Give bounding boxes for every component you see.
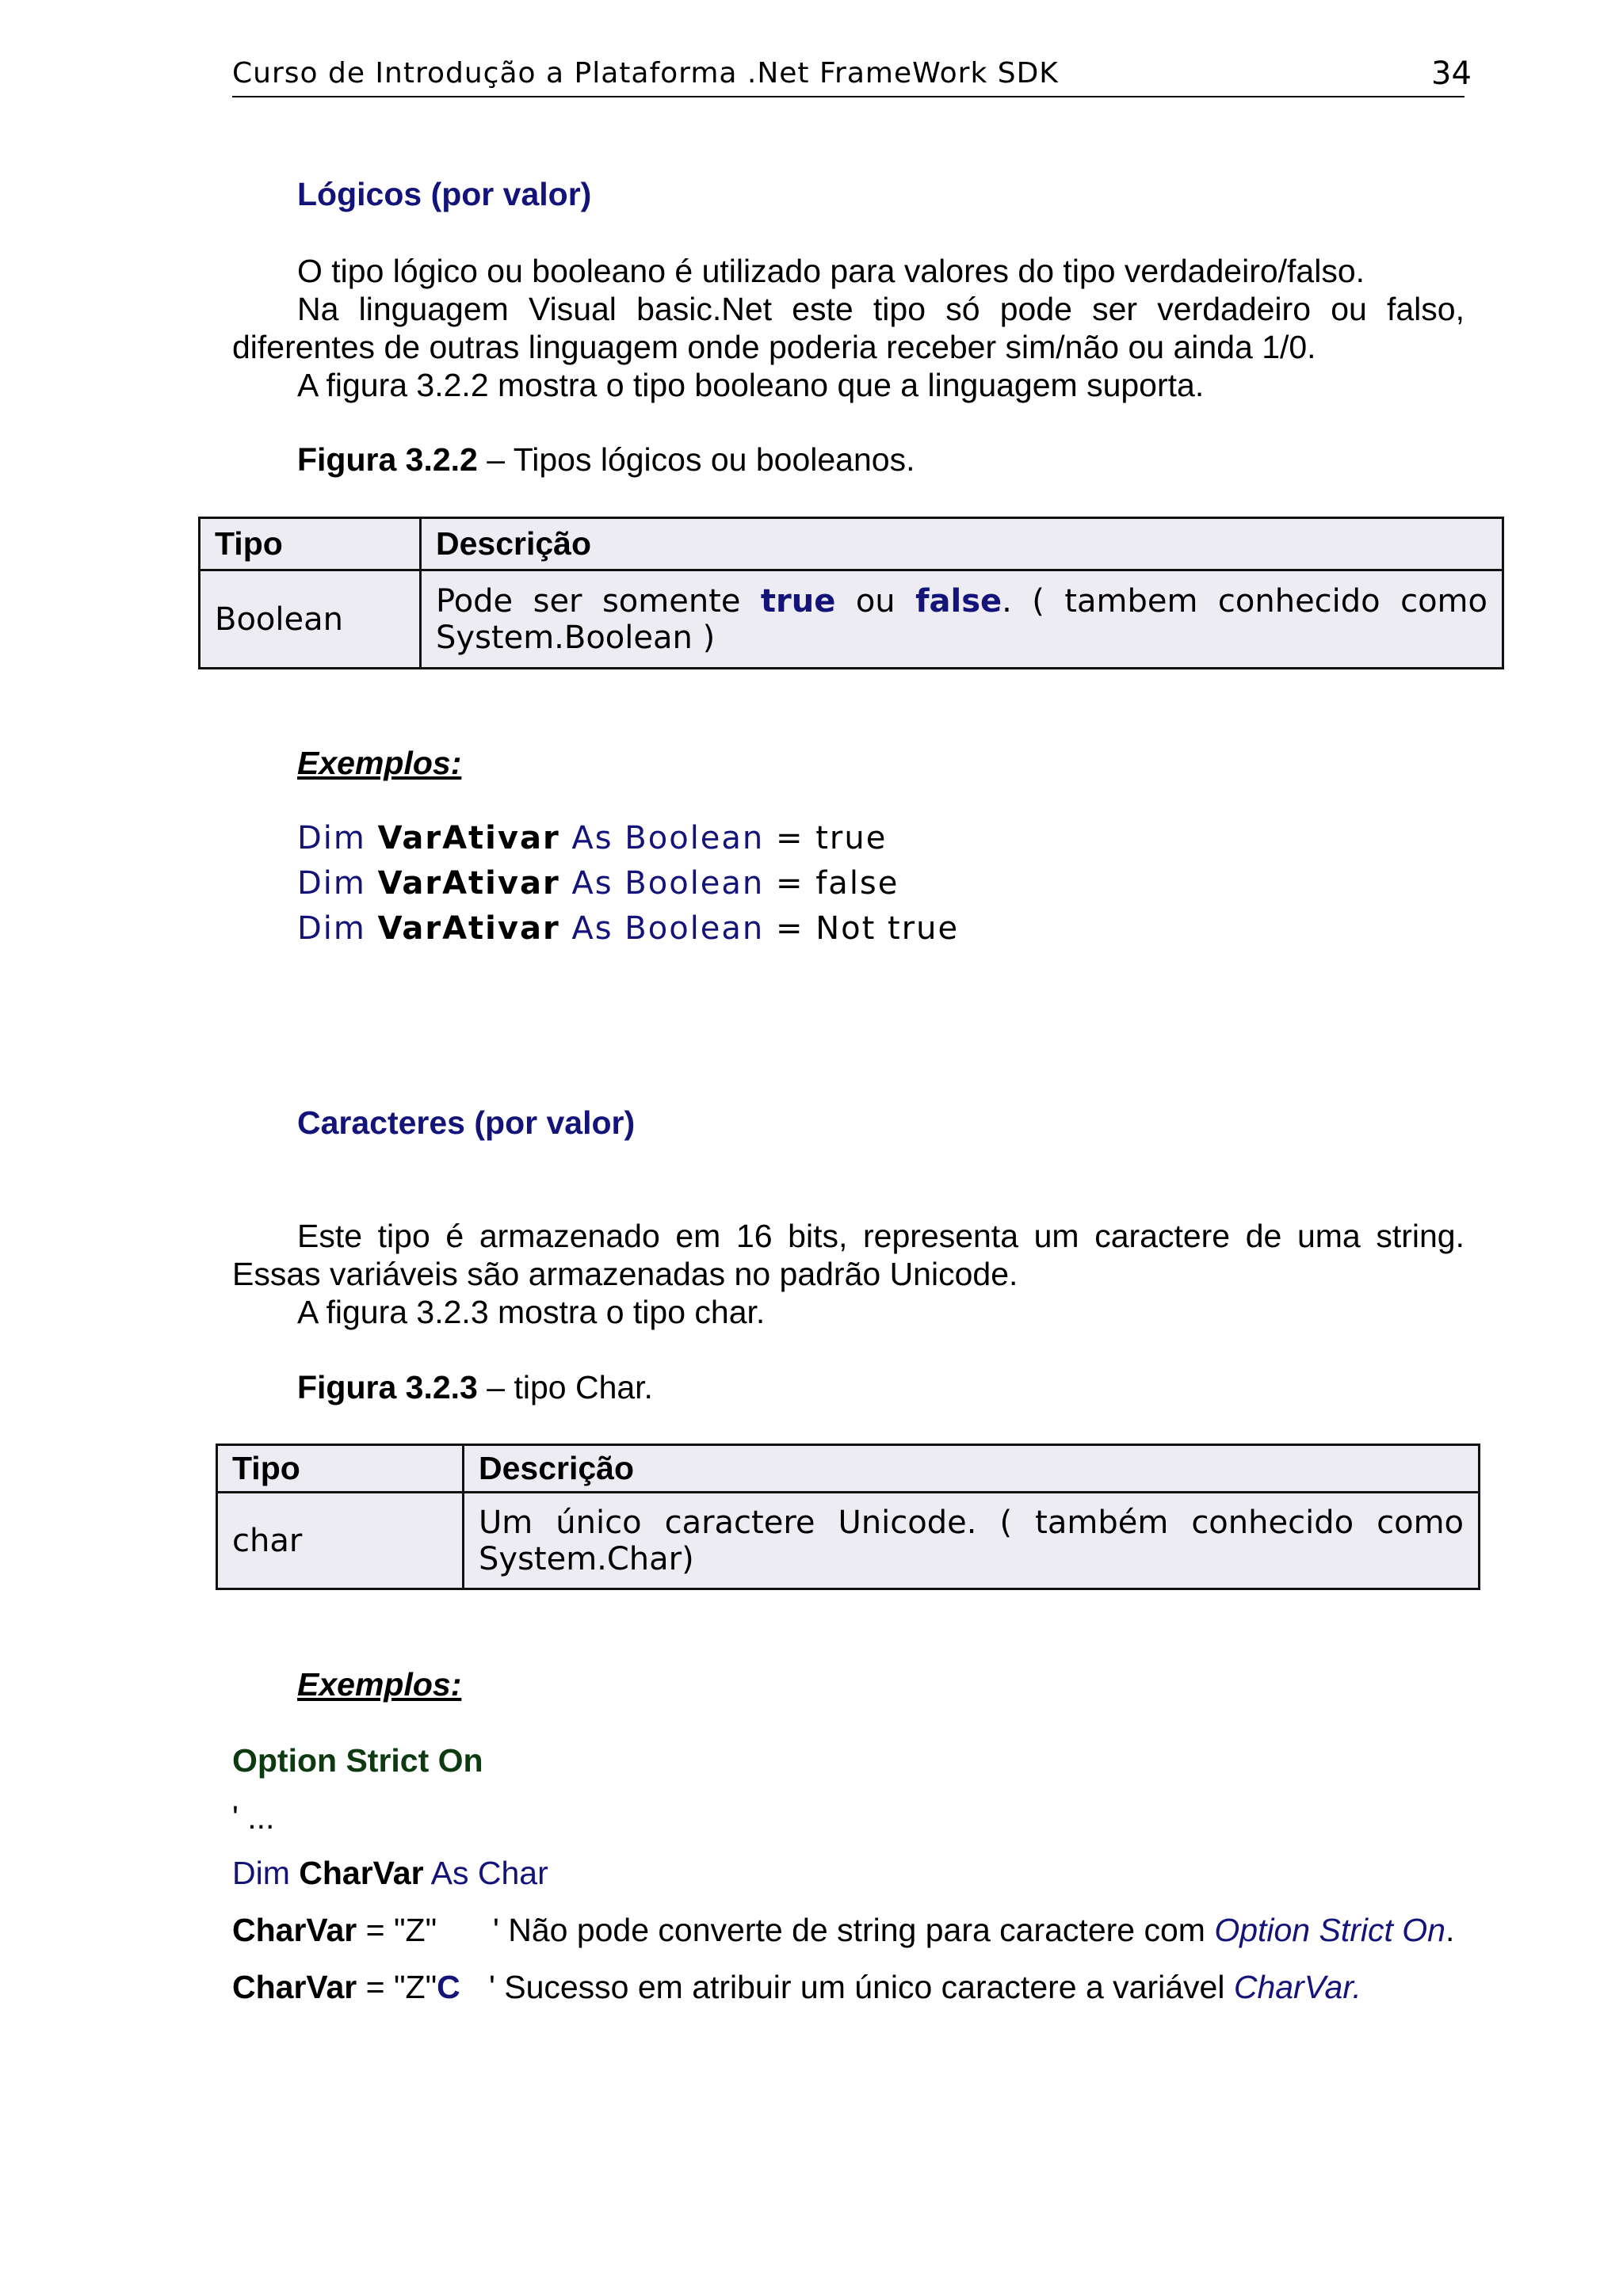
desc-text: ou: [835, 582, 916, 620]
code-variable: VarAtivar: [377, 865, 560, 902]
figure-caption-3-2-3: [297, 1368, 653, 1406]
assign-line-1: [232, 1911, 437, 1949]
code-comment-emphasis: CharVar.: [1233, 1969, 1361, 2005]
assign-line-2-comment: [489, 1968, 1361, 2006]
code-line-3: [297, 910, 959, 947]
code-value: = Not true: [764, 910, 960, 947]
figure-caption-number: Figura 3.2.3: [297, 1369, 478, 1405]
code-assignment: = "Z": [357, 1969, 437, 2005]
logicos-paragraph-3: A figura 3.2.2 mostra o tipo booleano que a linguagem suporta.: [297, 367, 1205, 403]
description-line-2: System.Boolean ): [436, 619, 716, 656]
table-cell-description: [464, 1493, 1480, 1589]
code-line-2: [297, 865, 899, 902]
table-cell-type: Boolean: [200, 570, 421, 669]
boolean-type-table: [198, 517, 1504, 669]
header-rule: [232, 96, 1465, 97]
keyword-true: true: [760, 582, 836, 620]
code-keyword: As Boolean: [559, 865, 765, 902]
code-variable: VarAtivar: [377, 910, 560, 947]
assign-line-1-comment: [493, 1911, 1454, 1949]
table-header-tipo: Tipo: [217, 1445, 464, 1493]
description-line-1: [436, 583, 1487, 620]
code-value: = true: [764, 820, 888, 856]
code-keyword: As Boolean: [559, 910, 765, 947]
desc-text: Pode ser somente: [436, 582, 761, 620]
code-value: = false: [764, 865, 899, 902]
code-keyword: Dim: [297, 910, 378, 947]
code-keyword: Dim: [297, 820, 378, 856]
section-heading-caracteres: Caracteres (por valor): [297, 1104, 636, 1141]
page-number: 34: [1431, 55, 1472, 92]
code-keyword: As Boolean: [559, 820, 765, 856]
char-type-table: [216, 1444, 1480, 1590]
examples-label-2: Exemplos:: [297, 1666, 462, 1703]
table-header-descricao: Descrição: [421, 518, 1503, 570]
code-variable: CharVar: [299, 1855, 424, 1891]
code-variable: CharVar: [232, 1969, 357, 2005]
code-assignment: = "Z": [357, 1912, 437, 1948]
code-comment-emphasis: Option Strict On: [1214, 1912, 1445, 1948]
figure-caption-number: Figura 3.2.2: [297, 441, 478, 478]
figure-caption-text: – Tipos lógicos ou booleanos.: [477, 441, 915, 478]
caracteres-paragraph-2: A figura 3.2.3 mostra o tipo char.: [297, 1294, 766, 1330]
caracteres-paragraph-1-line-1: Este tipo é armazenado em 16 bits, representa um caractere de uma string.: [297, 1218, 1465, 1254]
code-keyword: As Char: [423, 1855, 548, 1891]
dim-charvar-line: [232, 1854, 548, 1892]
description-line-1: Um único caractere Unicode. ( também conhecido como: [479, 1504, 1464, 1541]
table-header-tipo: Tipo: [200, 518, 421, 570]
running-header-title: Curso de Introdução a Plataforma .Net FrameWork SDK: [232, 57, 1059, 90]
code-comment: ' Sucesso em atribuir um único caractere a variável: [489, 1969, 1234, 2005]
logicos-paragraph-2-line-1: Na linguagem Visual basic.Net este tipo só pode ser verdadeiro ou falso,: [297, 291, 1465, 327]
code-comment-ellipsis: ' ...: [232, 1799, 275, 1836]
figure-caption-3-2-2: [297, 441, 915, 479]
table-cell-description: [421, 570, 1503, 669]
logicos-paragraph-2-line-2: diferentes de outras linguagem onde poderia receber sim/não ou ainda 1/0.: [232, 329, 1316, 365]
caracteres-paragraph-1-line-2: Essas variáveis são armazenadas no padrão Unicode.: [232, 1256, 1018, 1292]
code-variable: CharVar: [232, 1912, 357, 1948]
table-cell-type: char: [217, 1493, 464, 1589]
keyword-false: false: [915, 582, 1002, 620]
code-comment-end: .: [1445, 1912, 1455, 1948]
char-literal-suffix: C: [437, 1969, 460, 2005]
code-line-1: [297, 820, 887, 856]
assign-line-2: [232, 1968, 460, 2006]
code-comment: ' Não pode converte de string para caractere com: [493, 1912, 1215, 1948]
examples-label: Exemplos:: [297, 745, 462, 781]
code-keyword: Dim: [232, 1855, 300, 1891]
figure-caption-text: – tipo Char.: [477, 1369, 653, 1405]
code-keyword: Dim: [297, 865, 378, 902]
desc-text: . ( tambem conhecido como: [1002, 582, 1487, 620]
section-heading-logicos: Lógicos (por valor): [297, 176, 592, 212]
table-header-descricao: Descrição: [464, 1445, 1480, 1493]
description-line-2: System.Char): [479, 1540, 694, 1577]
code-variable: VarAtivar: [377, 820, 560, 856]
option-strict-line: Option Strict On: [232, 1742, 483, 1779]
logicos-paragraph-1: O tipo lógico ou booleano é utilizado para valores do tipo verdadeiro/falso.: [297, 253, 1365, 289]
